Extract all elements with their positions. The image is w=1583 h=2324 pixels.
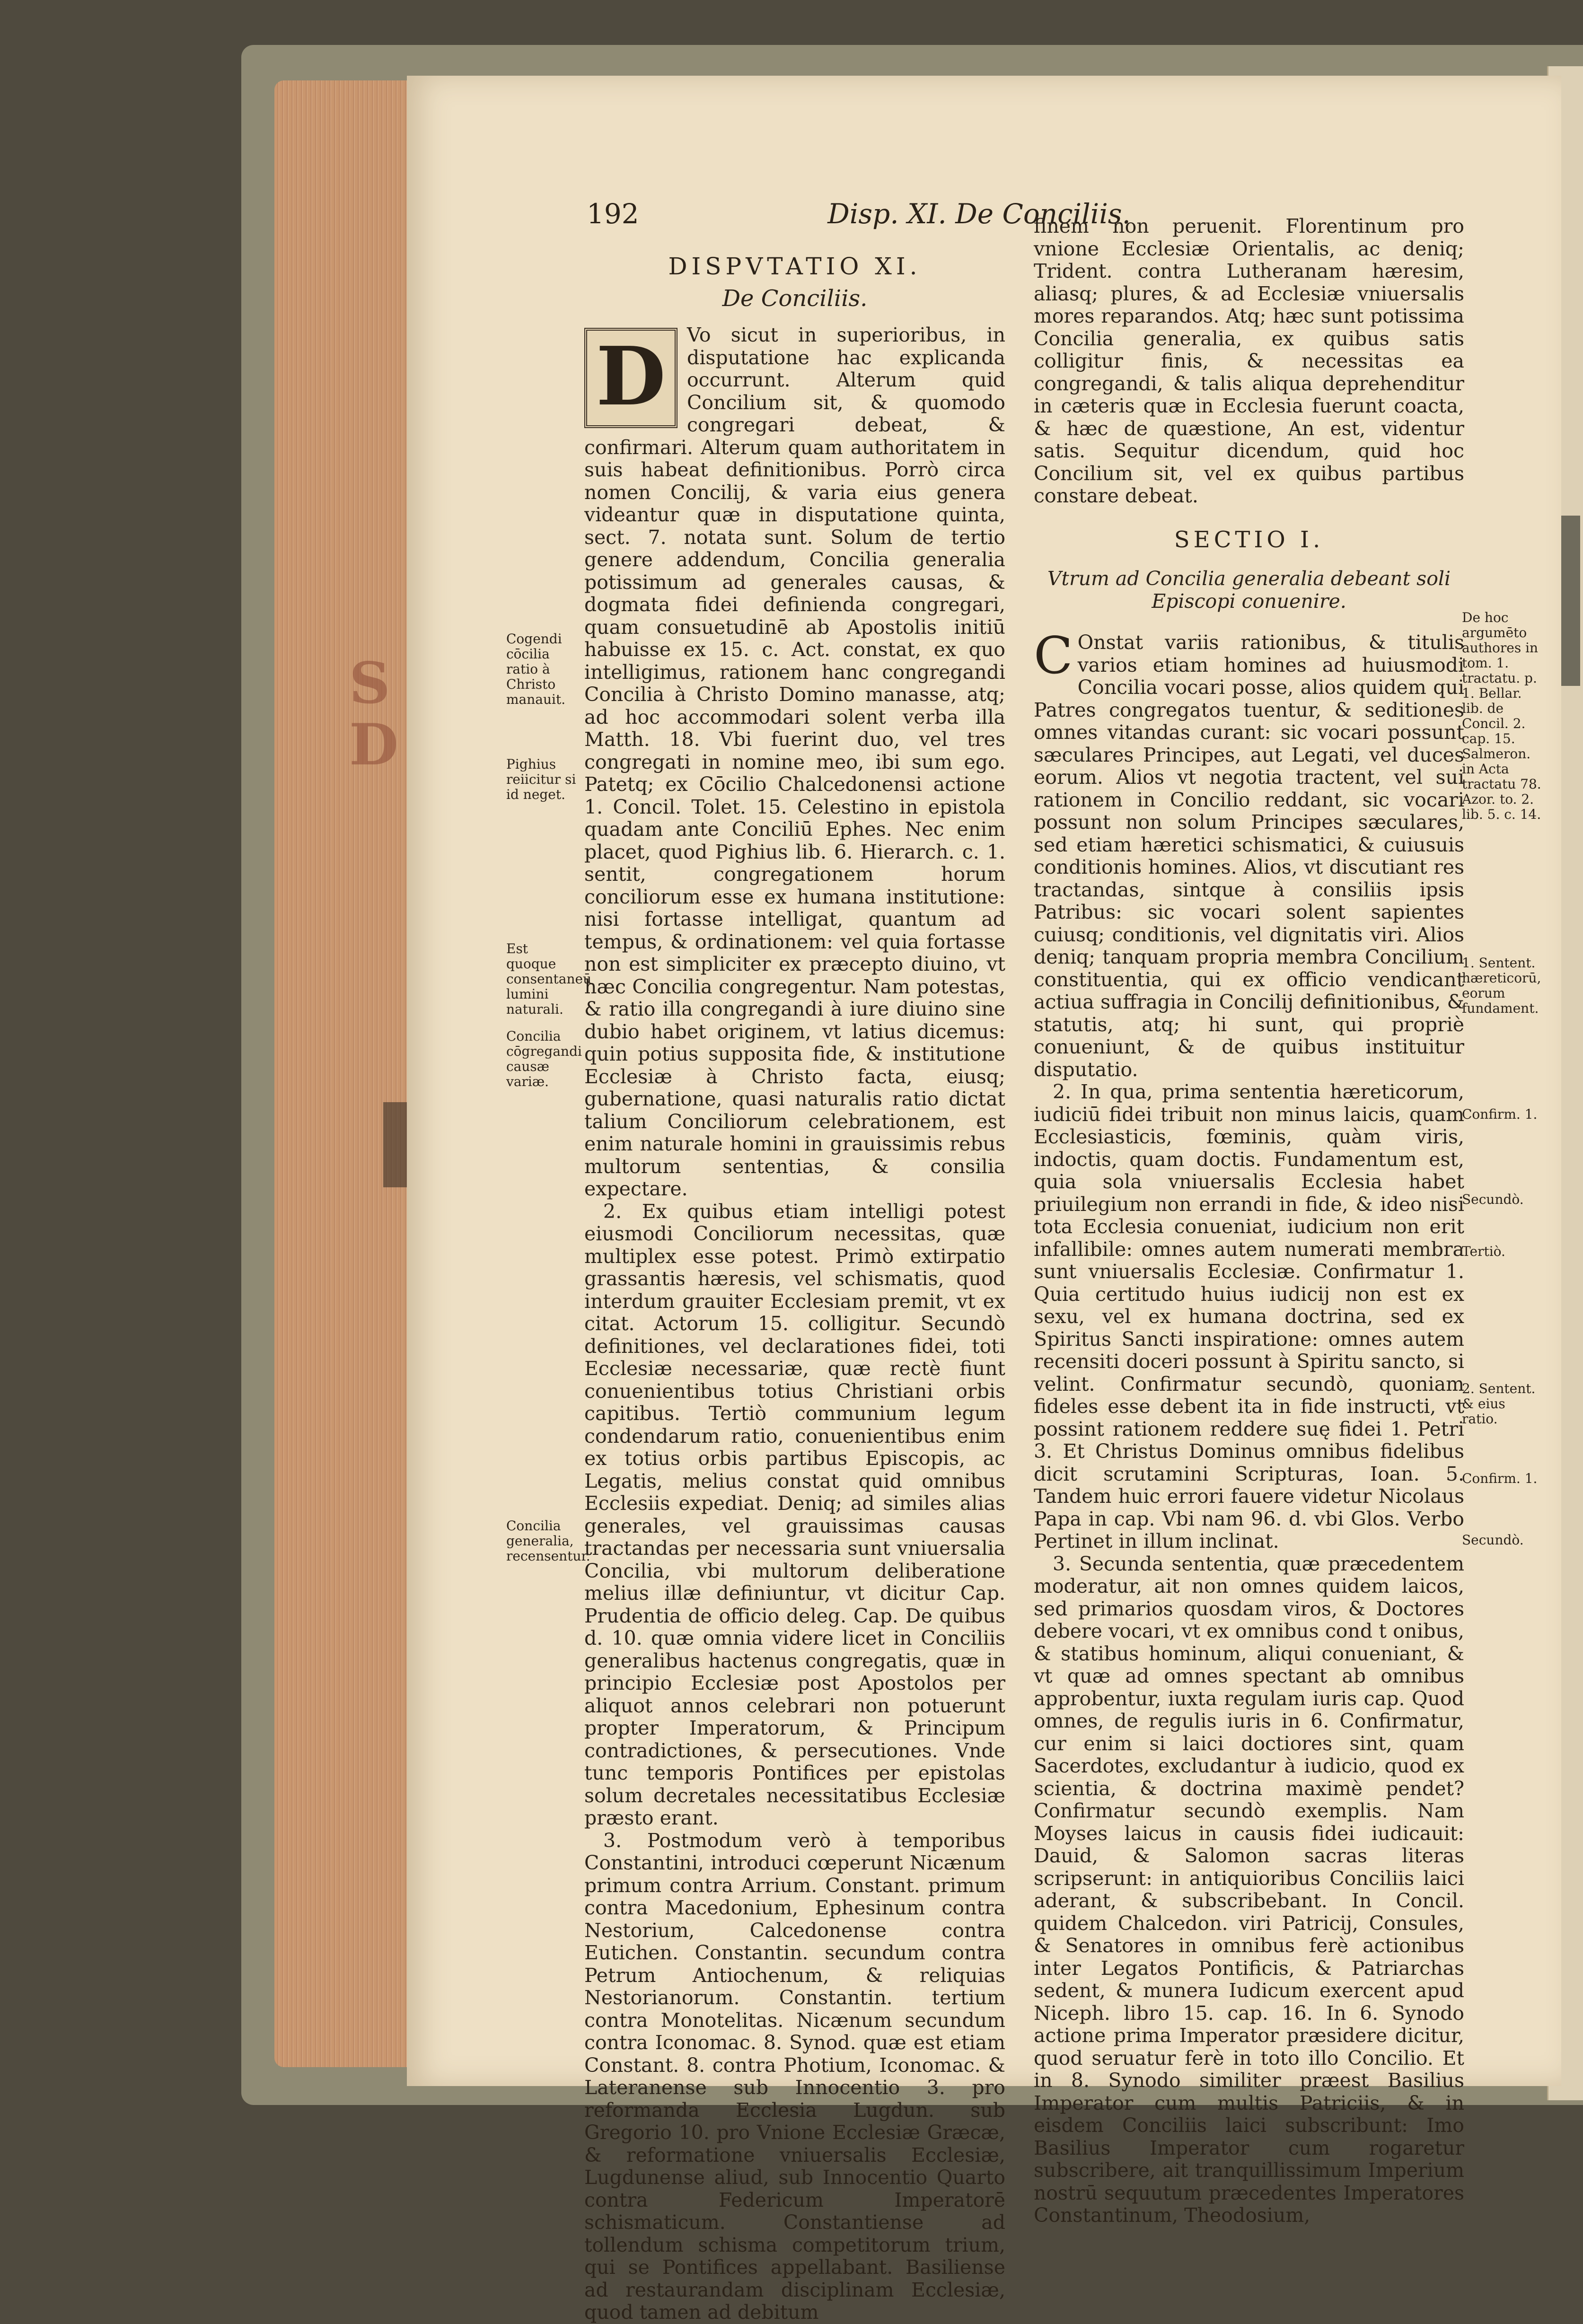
section-paragraph-3: 3. Secunda sententia, quæ præcedentem moderatur, ait non omnes quidem laicos, sed primarios quosdam viros, & Doctores debere vocari, vt ex omnibus cond t onibus, & statibus hominum, aliqui conueniant, & vt quæ ad omnes spectant ab omnibus approbentur, iuxta regulam iuris cap. Quod omnes, de regulis iuris in 6. Confirmatur, cur enim si laici doctiores sint, quam Sacerdotes, excludantur à iudicio, quod ex scientia, & doctrina maximè pendet? Confirmatur secundò exemplis. Nam Moyses laicus in causis fidei iudicauit: Dauid, & Salomon sacras literas scripserunt: in antiquioribus Conciliis laici aderant, & subscribebant. In Concil. quidem Chalcedon. viri Patricij, Consules, & Senatores in omnibus ferè actionibus inter Legatos Pontificis, & Patriarchas sedent, & munera Iudicum exercent apud Niceph. libro 15. cap. 16. In 6. Synodo actione prima Imperator præsidere dicitur, quod seruatur ferè in toto illo Concilio. Et in 8. Synodo similiter præest Basilius Imperator cum multis Patriciis, & in eisdem Conciliis laici subscribunt: Imo Basilius Imperator cum rogaretur subscribere, ait tranquillissimum Imperium nostrū sequutum præcedentes Imperatores Constantinum, Theodosium, — [1034, 1552, 1464, 2227]
left-column — [584, 255, 1005, 2324]
paragraph-continued: finem non peruenit. Florentinum pro vnione Ecclesiæ Orientalis, ac deniq; Trident. contra Lutheranam hæresim, aliasq; plures, & ad Ecclesiæ vniuersalis mores reparandos. Atq; hæc sunt potissima Concilia generalia, ex quibus satis colligitur finis, & necessitas ea congregandi, & talis aliqua deprehenditur in cæteris quæ in Ecclesia fuerunt coacta, & hæc de quæstione, An est, videntur satis. Sequitur dicendum, quid hoc Concilium sit, vel ex quibus partibus constare debeat. — [1034, 215, 1464, 507]
disputation-heading: DISPVTATIO XI. — [668, 253, 922, 280]
initial-letter: C — [1034, 626, 1073, 685]
decorated-initial: D — [584, 328, 677, 428]
section-paragraph-2: 2. In qua, prima sententia hæreticorum, iudiciū fidei tribuit non minus laicis, quam Ecclesiasticis, fœminis, quàm viris, indoctis, quam doctis. Fundamentum est, quia sola vniuersalis Ecclesia habet priuilegium non errandi in fide, & ideo nisi tota Ecclesia conueniat, iudicium non erit infallibile: omnes autem numerati membra sunt vniuersalis Ecclesiæ. Confirmatur 1. Quia certitudo huius iudicij non est ex sexu, vel ex humana doctrina, sed ex Spiritus Sancti inspiratione: omnes autem recensiti doceri possunt à Spiritu sancto, si velint. Confirmatur secundò, quoniam fideles esse debent ita in fide instructi, vt possint rationem reddere suę fidei 1. Petri 3. Et Christus Dominus omnibus fidelibus dicit scrutamini Scripturas, Ioan. 5. Tandem huic errori fauere videtur Nicolaus Papa in cap. Vbi nam 96. d. vbi Glos. Verbo Pertinet in illum inclinat. — [1034, 1080, 1464, 1552]
margin-note: 2. Sentent. & eius ratio. — [1462, 1381, 1536, 1427]
margin-note: Secundò. — [1462, 1532, 1524, 1548]
margin-note: Confirm. 1. — [1462, 1471, 1538, 1486]
margin-note: Tertiò. — [1462, 1244, 1505, 1259]
section-heading: SECTIO I. — [1174, 526, 1324, 553]
running-title: Disp. XI. De Conciliis. — [827, 198, 1131, 230]
bleed-through-stamp: S D — [349, 650, 399, 778]
page-edges — [274, 80, 416, 2067]
margin-note: Cogendi cōcilia ratio à Christo manauit. — [506, 631, 566, 707]
margin-note: Concilia generalia, recensentur. — [506, 1518, 590, 1564]
section-paragraph-1: C Onstat variis rationibus, & titulis varios etiam homines ad huiusmodi Concilia vocari posse, alios quidem qui Patres congregatos tuentur, & seditiones omnes vitandas curant: sic vocari possunt sæculares Principes, aut Legati, vel duces eorum. Alios vt negotia tractent, vel sui rationem in Concilio reddant, sic vocari possunt non solum Principes sæculares, sed etiam hæretici schismatici, & cuiusuis conditionis homines. Alios, vt discutiant res tractandas, sintque à consiliis ipsis Patribus: sic vocari solent sapientes cuiusq; conditionis, vel dignitatis viri. Alios deniq; tanquam propria membra Concilium constituentia, qui ex officio vendicant actiua suffragia in Concilij definitionibus, & statutis, atq; hi sunt, qui propriè conueniunt, & de quibus instituitur disputatio. — [1034, 626, 1464, 1081]
margin-note: Confirm. 1. — [1462, 1106, 1538, 1122]
margin-note: Secundò. — [1462, 1192, 1524, 1207]
paragraph-1: D Vo sicut in superioribus, in disputatione hac explicanda occurrunt. Alterum quid Concilium sit, & quomodo congregari debeat, & confirmari. Alterum quam authoritatem in suis habeat definitionibus. Porrò circa nomen Concilij, & varia eius genera videantur quæ in disputatione quinta, sect. 7. notata sunt. Solum de tertio genere addendum, Concilia generalia potissimum ad generales causas, & dogmata fidei definienda congregari, quam consuetudinē ab Apostolis initiū habuisse ex 15. c. Act. constat, ex quo intelligimus, rationem hanc congregandi Concilia à Christo Domino manasse, atq; ad hoc accommodari solent verba illa Matth. 18. Vbi fuerint duo, vel tres congregati in nomine meo, ibi sum ego. Patetq; ex Cōcilio Chalcedonensi actione 1. Concil. Tolet. 15. Celestino in epistola quadam ante Conciliū Ephes. Nec enim placet, quod Pighius lib. 6. Hierarch. c. 1. sentit, congregationem horum conciliorum esse ex humana institutione: nisi fortasse intelligat, quantum ad tempus, & ordinationem: vel quia fortasse non est simpliciter ex præcepto diuino, vt hæc Concilia congregentur. Nam potestas, & ratio illa congregandi à iure diuino sine dubio habet originem, vt latius dicemus: quin potius supposita fide, & institutione Ecclesiæ à Christo facta, eiusq; gubernatione, quasi naturalis ratio dictat talium Conciliorum celebrationem, est enim naturale homini in grauissimis rebus multorum sententias, & consilia expectare. — [584, 324, 1005, 1200]
margin-note: Concilia cōgregandi causæ variæ. — [506, 1028, 582, 1089]
section-question: Vtrum ad Concilia generalia debeant soli Episcopi conuenire. — [1047, 567, 1451, 613]
paragraph-2: 2. Ex quibus etiam intelligi potest eiusmodi Conciliorum necessitas, quæ multiplex esse potest. Primò extirpatio grassantis hæresis, vel schismatis, quod interdum grauiter Ecclesiam premit, vt ex citat. Actorum 15. colligitur. Secundò definitiones, vel declarationes fidei, toti Ecclesiæ necessariæ, quæ rectè fiunt conuenientibus totius Christiani orbis capitibus. Tertiò communium legum condendarum ratio, conuenientibus enim ex totius orbis partibus Episcopis, ac Legatis, melius constat quid omnibus Ecclesiis expediat. Deniq; ad similes alias generales, vel grauissimas causas tractandas per necessaria sunt vniuersalia Concilia, vbi multorum deliberatione melius illæ definiuntur, vt dicitur Cap. Prudentia de officio deleg. Cap. De quibus d. 10. quæ omnia videre licet in Conciliis generalibus hactenus congregatis, quæ in principio Ecclesiæ post Apostolos per aliquot annos celebrari non potuerunt propter Imperatorum, & Principum contradictiones, & persecutiones. Vnde tunc temporis Pontifices per epistolas solum decretales necessitatibus Ecclesiæ præsto erant. — [584, 1200, 1005, 1829]
margin-note: Pighius reiicitur si id neget. — [506, 756, 576, 802]
margin-note: De hoc argumēto authores in tom. 1. tractatu. p. 1. Bellar. lib. de Concil. 2. cap. 15. Salmeron. in Acta tractatu 78. Azor. to. 2. lib. 5. c. 14. — [1462, 610, 1541, 822]
paragraph-3: 3. Postmodum verò à temporibus Constantini, introduci cœperunt Nicænum primum contra Arrium. Constant. primum contra Macedonium, Ephesinum contra Nestorium, Calcedonense contra Eutichen. Constantin. secundum contra Petrum Antiochenum, & reliquias Nestorianorum. Constantin. tertium contra Monotelitas. Nicænum secundum contra Iconomac. 8. Synod. quæ est etiam Constant. 8. contra Photium, Iconomac. & Lateranense sub Innocentio 3. pro reformanda Ecclesia Lugdun. sub Gregorio 10. pro Vnione Ecclesiæ Græcæ, & reformatione vniuersalis Ecclesiæ, Lugdunense aliud, sub Innocentio Quarto contra Federicum Imperatorē schismaticum. Constantiense ad tollendum schisma competitorum trium, qui se Pontifices appellabant. Basiliense ad restaurandam disciplinam Ecclesiæ, quod tamen ad debitum — [584, 1829, 1005, 2324]
disputation-subheading: De Conciliis. — [722, 285, 868, 312]
right-column — [1034, 215, 1464, 2227]
page-number: 192 — [587, 198, 639, 230]
book-clasp — [1561, 516, 1580, 686]
margin-note: Est quoque consentaneū lumini naturali. — [506, 941, 592, 1017]
margin-note: 1. Sentent. hæreticorū, eorum fundament. — [1462, 955, 1541, 1016]
